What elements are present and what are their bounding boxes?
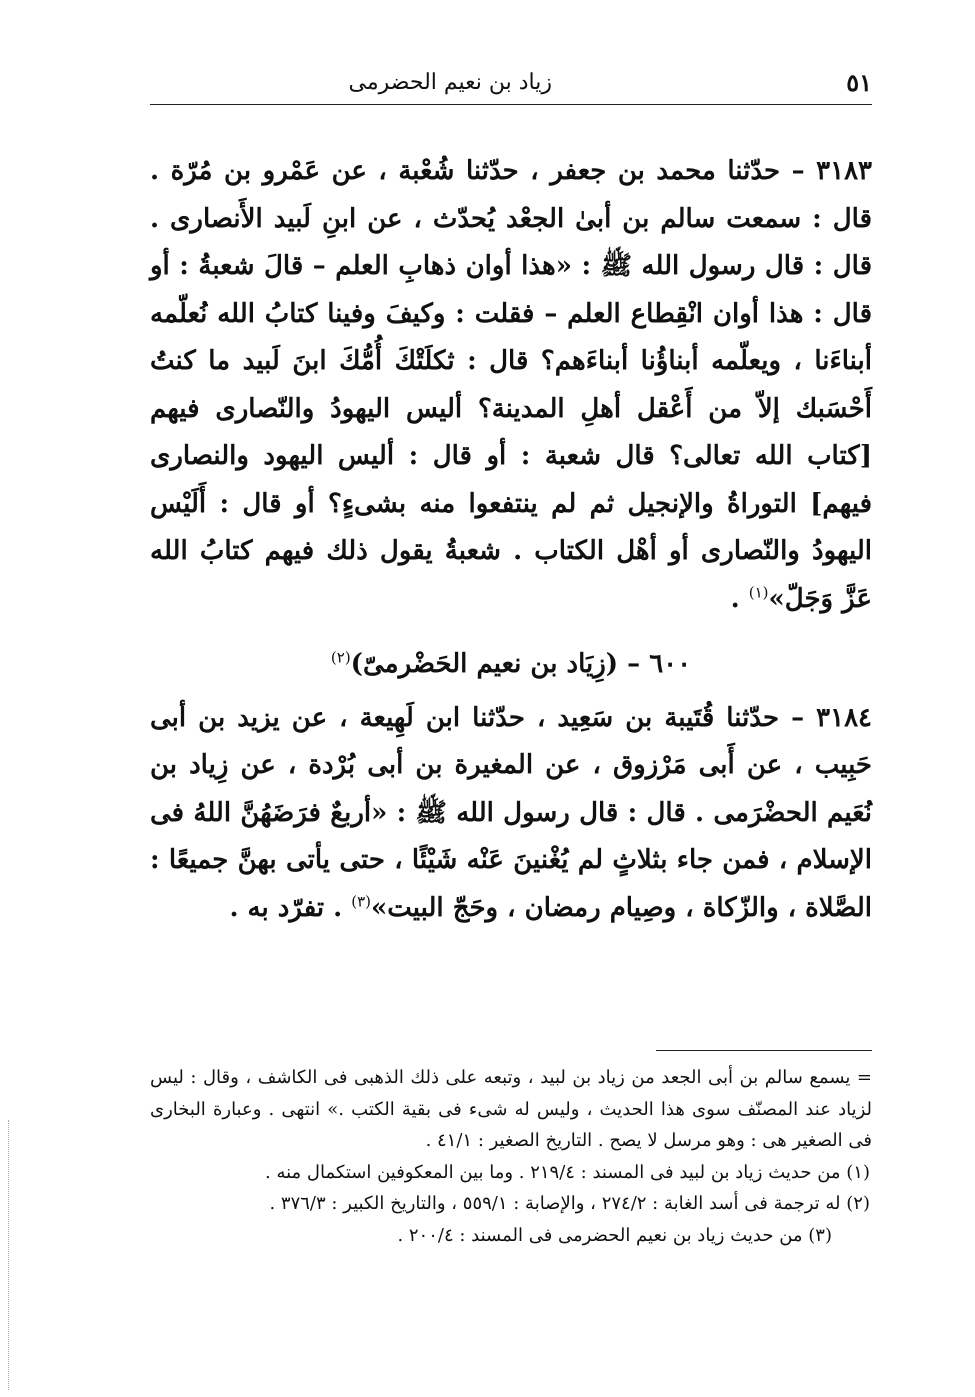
- hadith-3184-text: ٣١٨٤ – حدّثنا قُتَيبة بن سَعِيد ، حدّثنا ابن لَهِيعة ، عن يزيد بن أبى حَبِيب ، عن أَبى مَرْزوق ، عن المغيرة بن أبى بُرْدة ، عن زِياد بن نُعَيم الحضْرَمى . قال : قال رسول الله ﷺ : «أربعٌ فرَضَهُنَّ اللهُ فى الإسلام ، فمن جاء بثلاثٍ لم يُغْنينَ عَنْه شَيْئًا ، حتى يأتى بهنَّ جميعًا : الصَّلاة ، والزّكاة ، وصِيام رمضان ، وحَجّ البيت»: [150, 702, 872, 923]
- footnotes: [150, 1062, 872, 1251]
- footnote-divider: [656, 1050, 872, 1051]
- hadith-3183: [150, 148, 872, 623]
- footnote-ref-3[interactable]: (٣): [351, 891, 372, 910]
- hadith-3184: [150, 695, 872, 933]
- entry-600-heading: [150, 641, 872, 689]
- footnote-3: (٣) من حديث زياد بن نعيم الحضرمى فى المسند : ٢٠٠/٤ .: [397, 1224, 832, 1246]
- hadith-3183-text: ٣١٨٣ – حدّثنا محمد بن جعفر ، حدّثنا شُعْبة ، عن عَمْرو بن مُرّة . قال : سمعت سالم بن أبىٰ الجعْد يُحدّث ، عن ابنِ لَبيد الأَنصارى . قال : قال رسول الله ﷺ : «هذا أوان ذهابِ العلم – قالَ شعبةُ : أو قال : هذا أوان انْقِطاع العلم – فقلت : وكيفَ وفينا كتابُ الله نُعلّمه أبناءَنا ، ويعلّمه أبناؤُنا أبناءَهم؟ قال : ثكلَتْكَ أُمُّكَ ابنَ لَبيد ما كنتُ أَحْسَبك إلاّ من أَعْقل أهلِ المدينة؟ أليس اليهودُ والنّصارى فيهم [كتاب الله تعالى؟ قال شعبة : أو قال : أليس اليهود والنصارى فيهم] التوراةُ والإنجيل ثم لم ينتفعوا منه بشىءٍ؟ أو قال : أَلَيْس اليهودُ والنّصارى أو أهْل الكتاب . شعبةُ يقول ذلك فيهم كتابُ الله عَزَّ وَجَلّ»: [150, 156, 872, 614]
- entry-600-title: ٦٠٠ – (زِيَاد بن نعيم الحَضْرمىّ): [350, 649, 692, 679]
- hadith-3184-end: . تفرّد به .: [229, 892, 352, 923]
- footnote-continuation: = يسمع سالم بن أبى الجعد من زياد بن لبيد ، وتبعه على ذلك الذهبى فى الكاشف ، وقال : ليس لزياد عند المصنّف سوى هذا الحديث ، وليس له شىء فى بقية الكتب .» انتهى . وعبارة البخارى فى الصغير هى : وهو مرسل لا يصح . التاريخ الصغير : ٤١/١ .: [150, 1067, 872, 1151]
- running-title: زياد بن نعيم الحضرمى: [348, 70, 552, 95]
- page-number: ٥١: [846, 68, 872, 97]
- footnote-ref-2[interactable]: (٢): [330, 648, 351, 667]
- page-edge-mark: [8, 1120, 11, 1390]
- footnote-2: (٢) له ترجمة فى أسد الغابة : ٢٧٤/٢ ، والإصابة : ٥٥٩/١ ، والتاريخ الكبير : ٣٧٦/٣ .: [269, 1193, 870, 1214]
- footnote-ref-1[interactable]: (١): [748, 582, 769, 601]
- footnote-1: (١) من حديث زياد بن لبيد فى المسند : ٢١٩/٤ . وما بين المعكوفين استكمال منه .: [265, 1161, 870, 1183]
- main-text: [150, 148, 872, 932]
- hadith-3183-end: .: [730, 583, 749, 614]
- page-header: [150, 64, 872, 105]
